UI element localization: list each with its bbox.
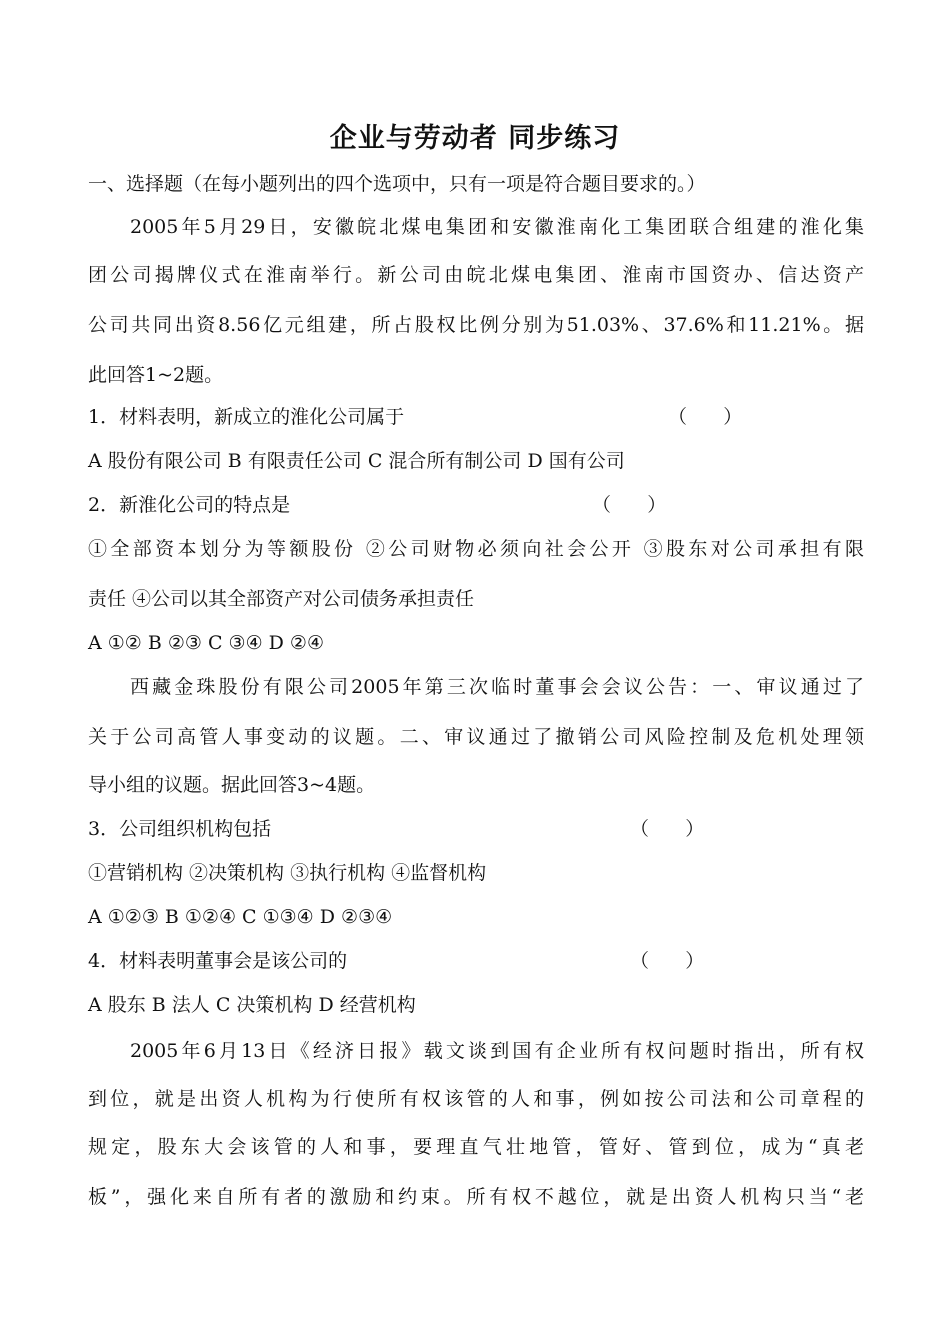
q1-answer-bracket[interactable]: （ ） [668, 406, 743, 428]
material3-line: 到位，就是出资人机构为行使所有权该管的人和事，例如按公司法和公司章程的 [88, 1088, 864, 1110]
q3-answer-bracket[interactable]: （ ） [630, 818, 705, 840]
material2-line: 导小组的议题。据此回答3~4题。 [88, 774, 376, 796]
material1-line: 此回答1~2题。 [88, 364, 224, 386]
material2-line: 关于公司高管人事变动的议题。二、审议通过了撤销公司风险控制及危机处理领 [88, 726, 864, 748]
q4-stem: 4．材料表明董事会是该公司的 [88, 950, 348, 972]
q2-answer-bracket[interactable]: （ ） [592, 494, 667, 516]
q2-statements-line: 责任 ④公司以其全部资产对公司债务承担责任 [88, 588, 475, 610]
q1-stem: 1．材料表明，新成立的淮化公司属于 [88, 406, 405, 428]
material1-line: 团公司揭牌仪式在淮南举行。新公司由皖北煤电集团、淮南市国资办、信达资产 [88, 264, 864, 286]
q4-answer-bracket[interactable]: （ ） [630, 950, 705, 972]
q4-options: A 股东 B 法人 C 决策机构 D 经营机构 [88, 994, 416, 1016]
q2-statements-line: ①全部资本划分为等额股份 ②公司财物必须向社会公开 ③股东对公司承担有限 [88, 538, 864, 560]
q1-options: A 股份有限公司 B 有限责任公司 C 混合所有制公司 D 国有公司 [88, 450, 625, 472]
material2-line: 西藏金珠股份有限公司2005年第三次临时董事会会议公告：一、审议通过了 [130, 676, 864, 698]
material3-line: 规定，股东大会该管的人和事，要理直气壮地管，管好、管到位，成为“真老 [88, 1136, 864, 1158]
q2-stem: 2．新淮化公司的特点是 [88, 494, 291, 516]
q2-options: A ①② B ②③ C ③④ D ②④ [88, 632, 324, 654]
material3-line: 板”，强化来自所有者的激励和约束。所有权不越位，就是出资人机构只当“老 [88, 1186, 864, 1208]
q3-statements: ①营销机构 ②决策机构 ③执行机构 ④监督机构 [88, 862, 487, 884]
q3-stem: 3．公司组织机构包括 [88, 818, 272, 840]
document-title: 企业与劳动者 同步练习 [329, 123, 621, 154]
material1-line: 2005年5月29日，安徽皖北煤电集团和安徽淮南化工集团联合组建的淮化集 [130, 216, 864, 238]
material1-line: 公司共同出资8.56亿元组建，所占股权比例分别为51.03%、37.6%和11.21%。据 [88, 314, 864, 336]
material3-line: 2005年6月13日《经济日报》载文谈到国有企业所有权问题时指出，所有权 [130, 1040, 864, 1062]
section-heading: 一、选择题（在每小题列出的四个选项中，只有一项是符合题目要求的。） [88, 173, 706, 195]
q3-options: A ①②③ B ①②④ C ①③④ D ②③④ [88, 906, 393, 928]
